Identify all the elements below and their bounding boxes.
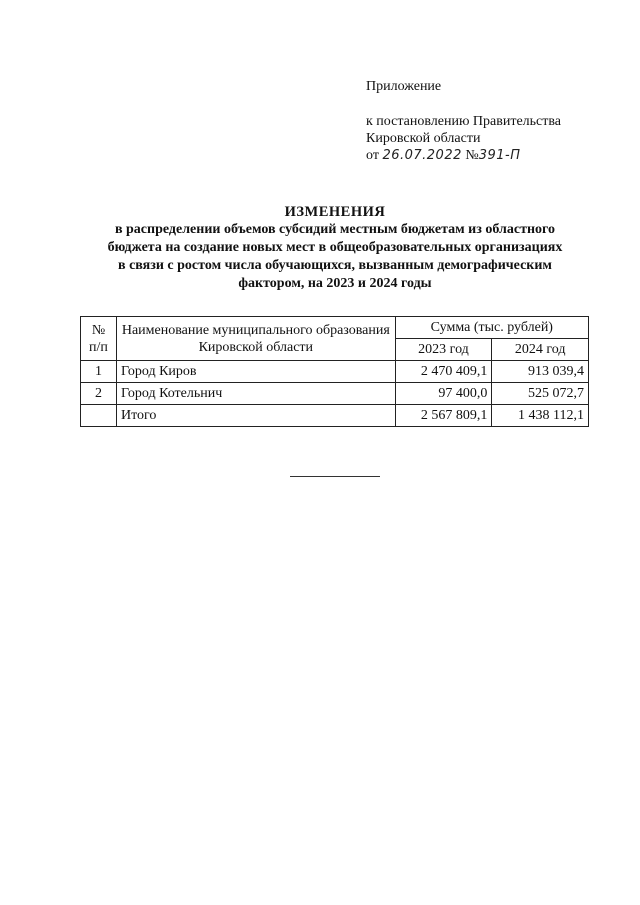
row-num: 1 bbox=[81, 361, 117, 383]
table-row-total bbox=[81, 405, 589, 427]
appendix-date: 26.07.2022 bbox=[382, 148, 462, 163]
title-line-2: бюджета на создание новых мест в общеобразовательных организациях bbox=[107, 240, 563, 255]
row-2023: 2 470 409,1 bbox=[395, 361, 492, 383]
row-name: Город Киров bbox=[116, 361, 395, 383]
document-title bbox=[60, 203, 610, 293]
header-year-2024: 2024 год bbox=[492, 339, 589, 361]
row-2024: 1 438 112,1 bbox=[492, 405, 589, 427]
title-line-1: в распределении объемов субсидий местным бюджетам из областного bbox=[114, 222, 556, 237]
appendix-resolution: к постановлению Правительства bbox=[366, 114, 562, 129]
appendix-region: Кировской области bbox=[366, 131, 481, 146]
title-line-3: в связи с ростом числа обучающихся, вызванным демографическим bbox=[118, 258, 552, 273]
table-row bbox=[81, 383, 589, 405]
subsidy-table bbox=[80, 316, 589, 427]
title-main: ИЗМЕНЕНИЯ bbox=[284, 204, 386, 220]
row-2023: 97 400,0 bbox=[395, 383, 492, 405]
header-num: № п/п bbox=[81, 317, 117, 361]
appendix-header bbox=[366, 78, 561, 164]
header-year-2023: 2023 год bbox=[395, 339, 492, 361]
row-2023: 2 567 809,1 bbox=[395, 405, 492, 427]
row-num bbox=[81, 405, 117, 427]
closing-divider bbox=[290, 476, 380, 477]
row-2024: 913 039,4 bbox=[492, 361, 589, 383]
appendix-number-prefix: № bbox=[465, 148, 479, 163]
appendix-number: 391-П bbox=[478, 148, 521, 163]
title-line-4: фактором, на 2023 и 2024 годы bbox=[238, 276, 432, 291]
appendix-label: Приложение bbox=[366, 79, 442, 94]
table-row bbox=[81, 361, 589, 383]
row-num: 2 bbox=[81, 383, 117, 405]
appendix-from-prefix: от bbox=[366, 148, 379, 163]
header-name: Наименование муниципального образования Кировской области bbox=[116, 317, 395, 361]
row-2024: 525 072,7 bbox=[492, 383, 589, 405]
appendix-date-line bbox=[366, 147, 561, 164]
header-sum: Сумма (тыс. рублей) bbox=[395, 317, 588, 339]
row-name: Город Котельнич bbox=[116, 383, 395, 405]
row-name: Итого bbox=[116, 405, 395, 427]
